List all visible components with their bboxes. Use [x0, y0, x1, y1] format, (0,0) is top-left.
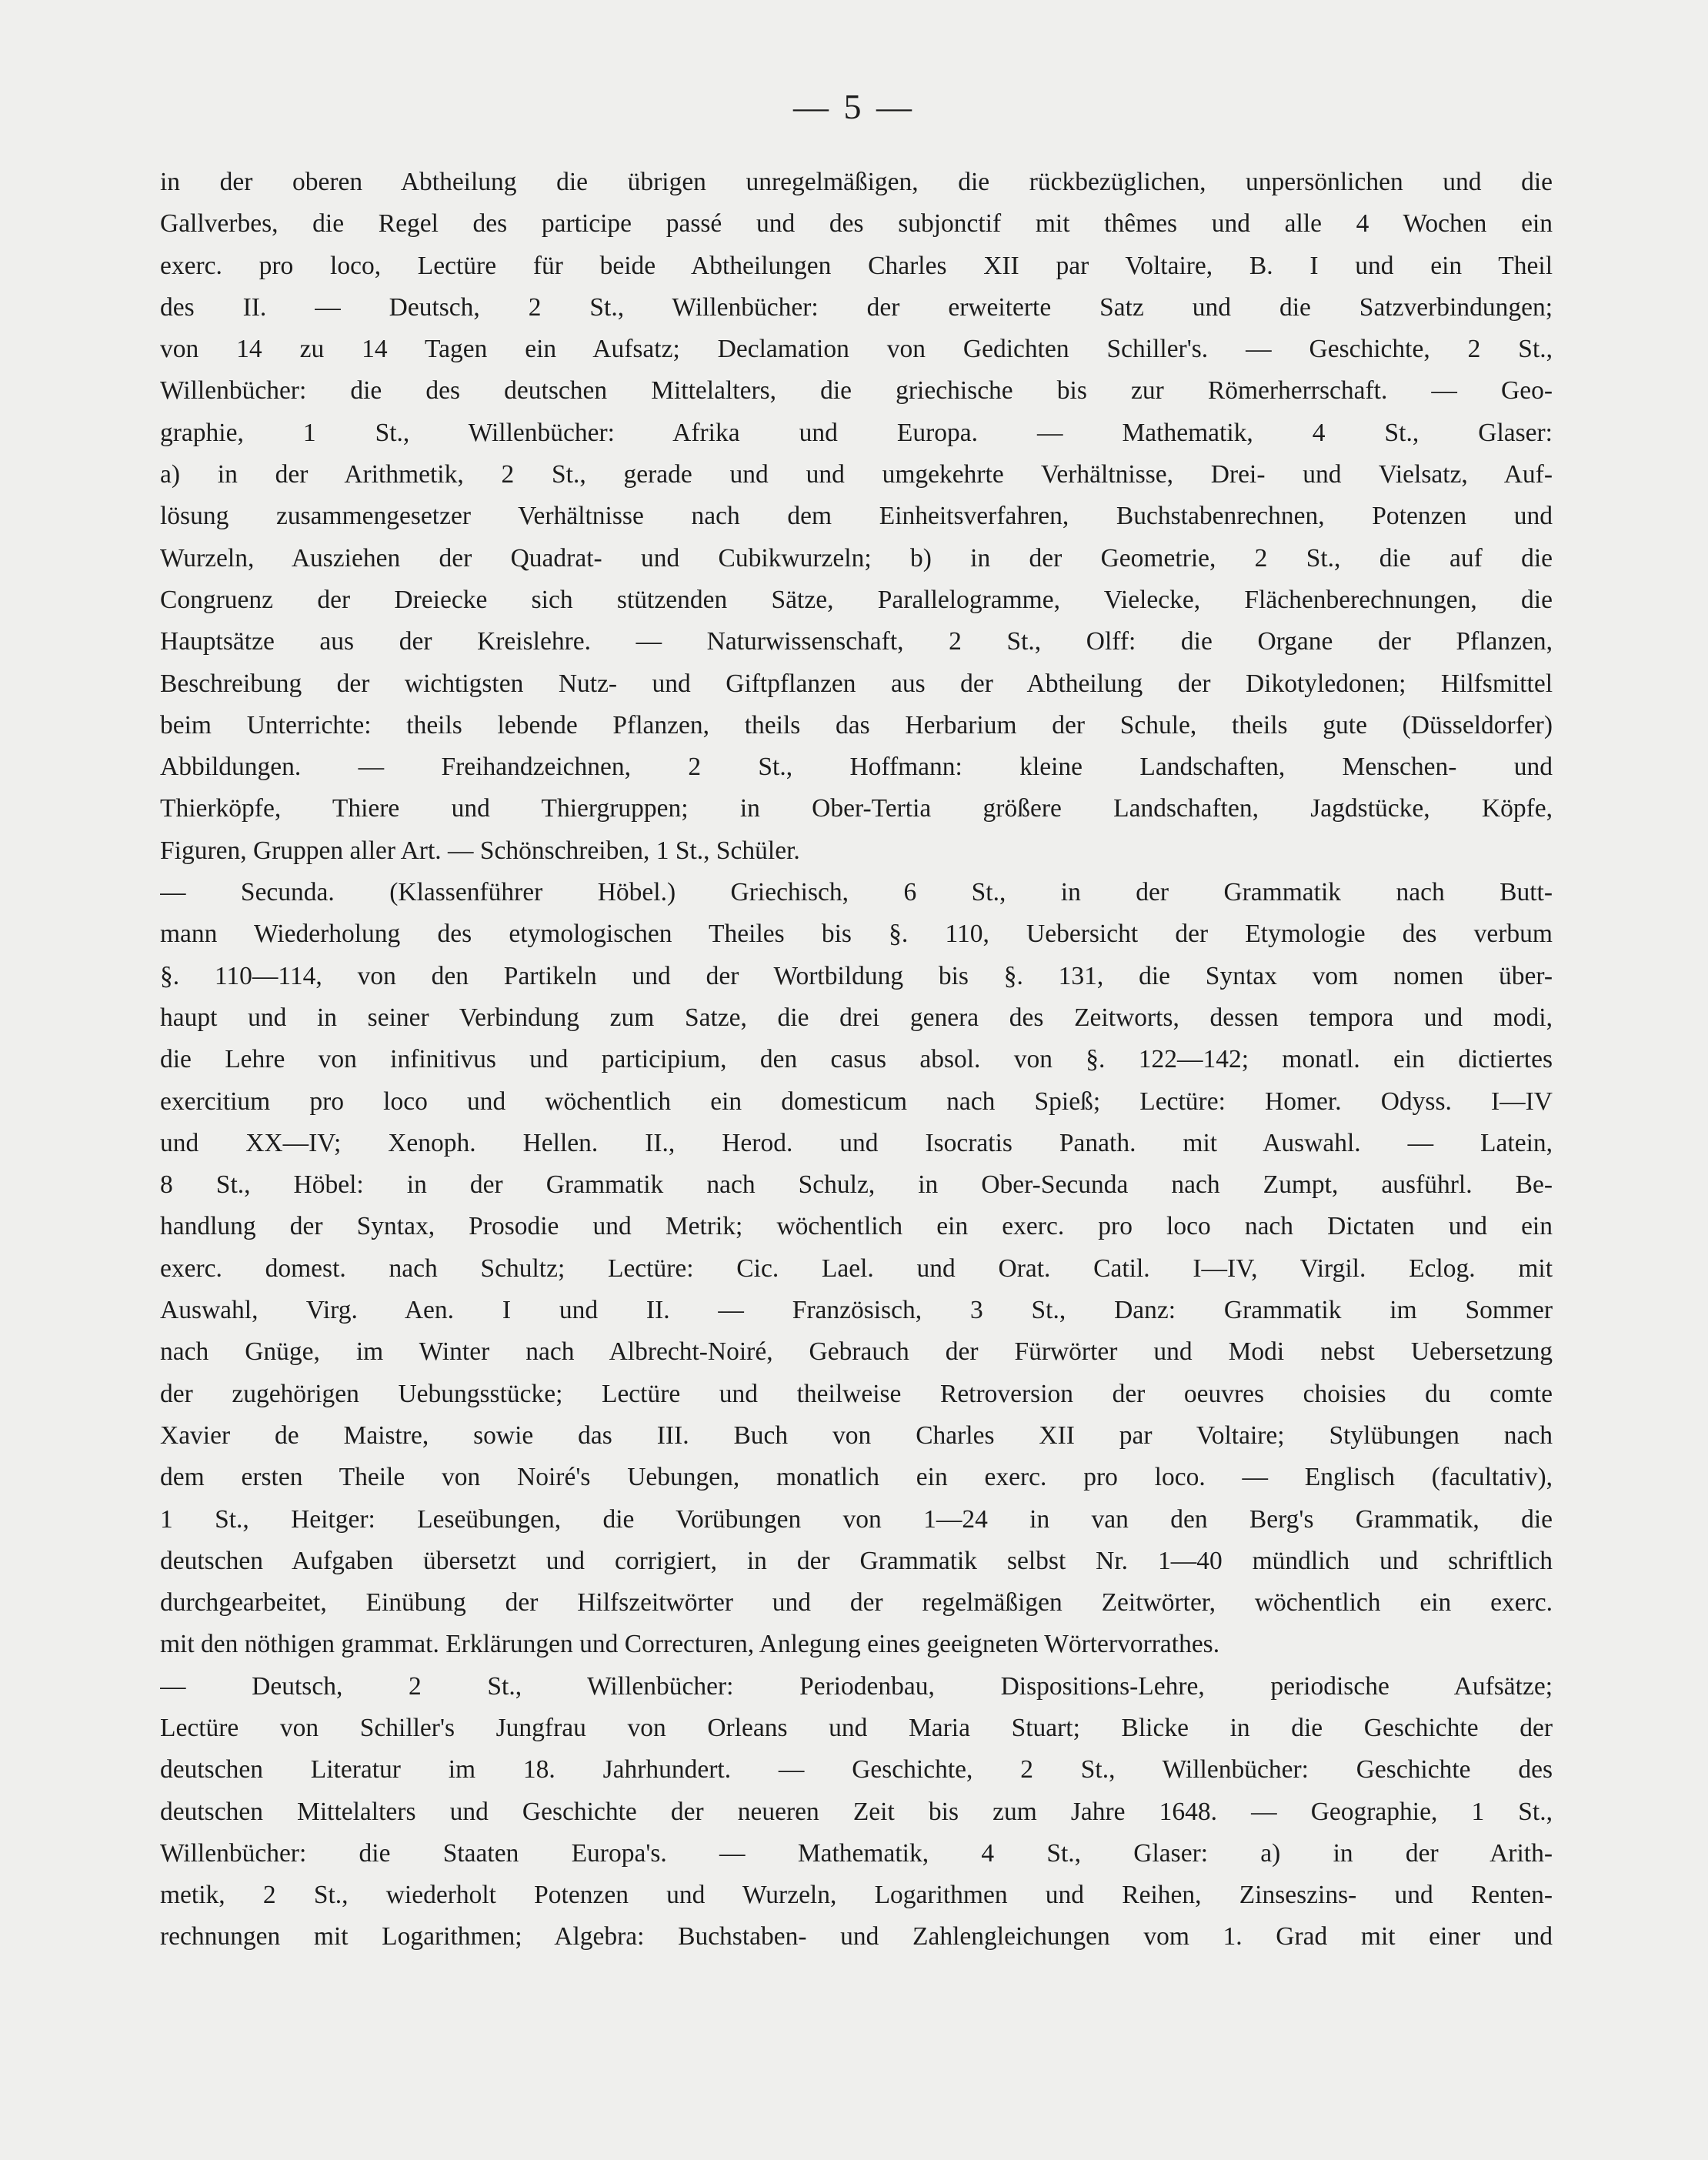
text-line: metik, 2 St., wiederholt Potenzen und Wurzeln, Logarithmen und Reihen, Zinseszins- und Renten- [160, 1881, 1553, 1910]
text-line: Auswahl, Virg. Aen. I und II. — Französisch, 3 St., Danz: Grammatik im Sommer [160, 1296, 1553, 1325]
text-line: lösung zusammengesetzer Verhältnisse nach dem Einheitsverfahren, Buchstabenrechnen, Potenzen und [160, 502, 1553, 531]
text-line: Lectüre von Schiller's Jungfrau von Orleans und Maria Stuart; Blicke in die Geschichte der [160, 1713, 1553, 1742]
text-line: handlung der Syntax, Prosodie und Metrik; wöchentlich ein exerc. pro loco nach Dictaten und ein [160, 1212, 1553, 1241]
text-line: 1 St., Heitger: Leseübungen, die Vorübungen von 1—24 in van den Berg's Grammatik, die [160, 1504, 1553, 1534]
text-line: graphie, 1 St., Willenbücher: Afrika und Europa. — Mathematik, 4 St., Glaser: [160, 418, 1553, 447]
text-line: a) in der Arithmetik, 2 St., gerade und und umgekehrte Verhältnisse, Drei- und Vielsatz, Auf- [160, 460, 1553, 489]
text-line: Wurzeln, Ausziehen der Quadrat- und Cubikwurzeln; b) in der Geometrie, 2 St., die auf die [160, 543, 1553, 573]
text-line: Hauptsätze aus der Kreislehre. — Naturwissenschaft, 2 St., Olff: die Organe der Pflanzen, [160, 627, 1553, 656]
body-text [160, 162, 1553, 1958]
text-line: des II. — Deutsch, 2 St., Willenbücher: der erweiterte Satz und die Satzverbindungen; [160, 292, 1553, 322]
text-line: deutschen Aufgaben übersetzt und corrigiert, in der Grammatik selbst Nr. 1—40 mündlich und schriftlich [160, 1546, 1553, 1575]
text-line: Abbildungen. — Freihandzeichnen, 2 St., Hoffmann: kleine Landschaften, Menschen- und [160, 753, 1553, 782]
text-line: §. 110—114, von den Partikeln und der Wortbildung bis §. 131, die Syntax vom nomen über- [160, 961, 1553, 990]
text-line: deutschen Mittelalters und Geschichte der neueren Zeit bis zum Jahre 1648. — Geographie, 1 St., [160, 1797, 1553, 1826]
text-line: Beschreibung der wichtigsten Nutz- und Giftpflanzen aus der Abtheilung der Dikotyledonen; Hilfsmittel [160, 669, 1553, 698]
text-line: haupt und in seiner Verbindung zum Satze, die drei genera des Zeitworts, dessen tempora und modi, [160, 1003, 1553, 1032]
text-line: mit den nöthigen grammat. Erklärungen und Correcturen, Anlegung eines geeigneten Wörtervorrathes. [160, 1630, 1220, 1659]
text-line: mann Wiederholung des etymologischen Theiles bis §. 110, Uebersicht der Etymologie des verbum [160, 920, 1553, 949]
text-line: Congruenz der Dreiecke sich stützenden Sätze, Parallelogramme, Vielecke, Flächenberechnungen, die [160, 585, 1553, 614]
text-line: Willenbücher: die Staaten Europa's. — Mathematik, 4 St., Glaser: a) in der Arith- [160, 1838, 1553, 1868]
text-line: deutschen Literatur im 18. Jahrhundert. — Geschichte, 2 St., Willenbücher: Geschichte des [160, 1755, 1553, 1784]
text-line: exercitium pro loco und wöchentlich ein domesticum nach Spieß; Lectüre: Homer. Odyss. I—IV [160, 1087, 1553, 1116]
text-line: exerc. domest. nach Schultz; Lectüre: Cic. Lael. und Orat. Catil. I—IV, Virgil. Eclog. mit [160, 1254, 1553, 1283]
text-line: Thierköpfe, Thiere und Thiergruppen; in Ober-Tertia größere Landschaften, Jagdstücke, Köpfe, [160, 794, 1553, 823]
text-line: Xavier de Maistre, sowie das III. Buch von Charles XII par Voltaire; Stylübungen nach [160, 1421, 1553, 1450]
text-line: Willenbücher: die des deutschen Mittelalters, die griechische bis zur Römerherrschaft. — Geo- [160, 376, 1553, 406]
text-line: und XX—IV; Xenoph. Hellen. II., Herod. und Isocratis Panath. mit Auswahl. — Latein, [160, 1128, 1553, 1157]
text-line: Figuren, Gruppen aller Art. — Schönschreiben, 1 St., Schüler. [160, 836, 800, 865]
text-line: Gallverbes, die Regel des participe passé und des subjonctif mit thêmes und alle 4 Wochen ein [160, 209, 1553, 239]
text-line: 8 St., Höbel: in der Grammatik nach Schulz, in Ober-Secunda nach Zumpt, ausführl. Be- [160, 1170, 1553, 1200]
text-line: rechnungen mit Logarithmen; Algebra: Buchstaben- und Zahlengleichungen vom 1. Grad mit einer und [160, 1922, 1553, 1951]
page-number: — 5 — [793, 87, 915, 126]
text-line: nach Gnüge, im Winter nach Albrecht-Noiré, Gebrauch der Fürwörter und Modi nebst Uebersetzung [160, 1337, 1553, 1367]
text-line: durchgearbeitet, Einübung der Hilfszeitwörter und der regelmäßigen Zeitwörter, wöchentlich ein exerc. [160, 1588, 1553, 1617]
text-line: dem ersten Theile von Noiré's Uebungen, monatlich ein exerc. pro loco. — Englisch (facultativ), [160, 1463, 1553, 1492]
text-line: der zugehörigen Uebungsstücke; Lectüre und theilweise Retroversion der oeuvres choisies du comte [160, 1379, 1553, 1408]
text-line: exerc. pro loco, Lectüre für beide Abtheilungen Charles XII par Voltaire, B. I und ein Theil [160, 251, 1553, 280]
text-line: beim Unterrichte: theils lebende Pflanzen, theils das Herbarium der Schule, theils gute (Düsseldorfer) [160, 710, 1553, 739]
text-line: die Lehre von infinitivus und participium, den casus absol. von §. 122—142; monatl. ein dictiertes [160, 1045, 1553, 1074]
text-line: von 14 zu 14 Tagen ein Aufsatz; Declamation von Gedichten Schiller's. — Geschichte, 2 St., [160, 335, 1553, 364]
text-line: in der oberen Abtheilung die übrigen unregelmäßigen, die rückbezüglichen, unpersönlichen und die [160, 168, 1553, 196]
text-line: — Deutsch, 2 St., Willenbücher: Periodenbau, Dispositions-Lehre, periodische Aufsätze; [160, 1671, 1553, 1701]
text-line: — Secunda. (Klassenführer Höbel.) Griechisch, 6 St., in der Grammatik nach Butt- [160, 878, 1553, 907]
